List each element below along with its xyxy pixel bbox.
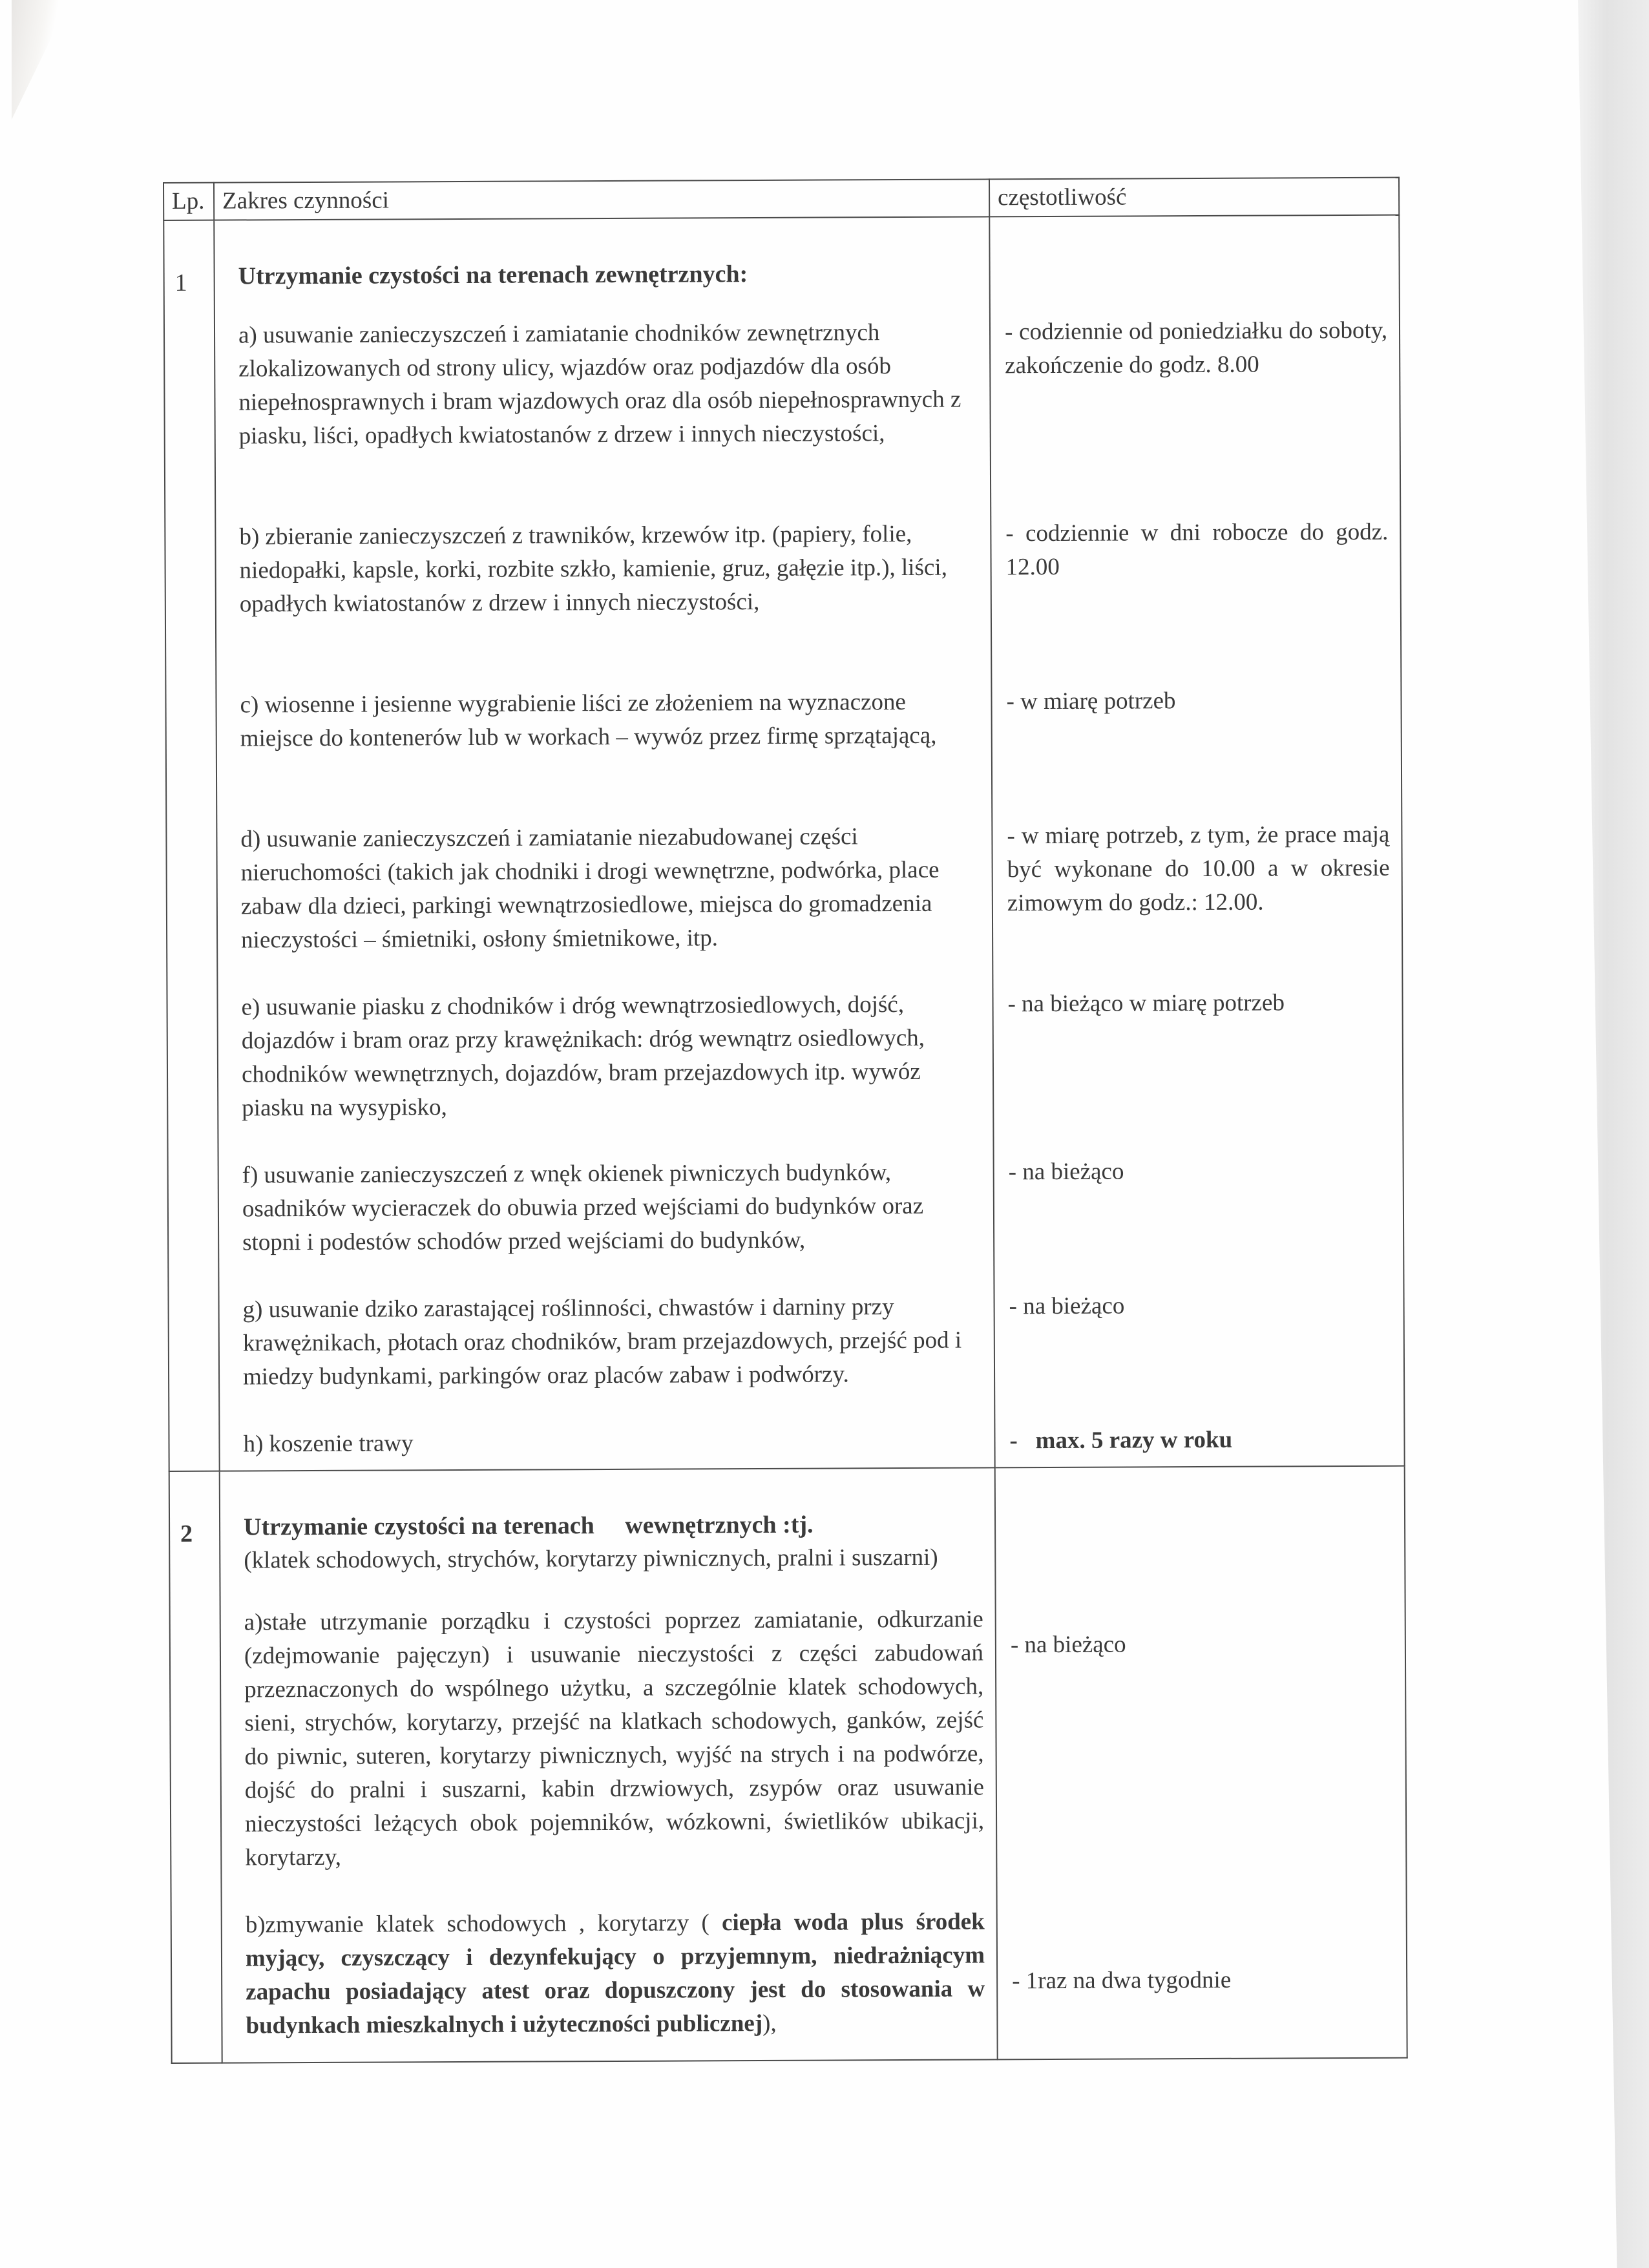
scope-item-h: h) koszenie trawy	[243, 1430, 414, 1458]
section-number: 1	[174, 269, 187, 297]
section-number: 2	[180, 1520, 193, 1548]
section-subtitle: (klatek schodowych, strychów, korytarzy piwnicznych, pralni i suszarni)	[244, 1544, 938, 1574]
table-header-row	[163, 178, 1399, 220]
section-1-scope-cell	[214, 216, 994, 1471]
scope-item-g: g) usuwanie dziko zarastającej roślinności, chwastów i darniny przy krawężnikach, płotach oraz chodników, bram przejazdowych, przejść pod i miedzy budynkami, parkingów oraz placów zabaw i podwórzy.	[242, 1294, 962, 1391]
section-2-scope-cell	[220, 1467, 998, 2063]
scope-item-a: a) usuwanie zanieczyszczeń i zamiatanie chodników zewnętrznych zlokalizowanych od strony ulicy, wjazdów oraz podjazdów dla osób niepełnosprawnych i bram wjazdowych oraz dla osób niepełnosprawnych z piasku, liści, opadłych kwiatostanów z drzew i innych nieczystości,	[238, 319, 961, 450]
frequency-item-a: - codziennie od poniedziałku do soboty, zakończenie do godz. 8.00	[1004, 317, 1388, 379]
scope-item-b	[246, 1905, 985, 2042]
table-row-section-2	[169, 1466, 1407, 2063]
frequency-item-g: - na bieżąco	[1009, 1292, 1125, 1320]
scope-item-d: d) usuwanie zanieczyszczeń i zamiatanie niezabudowanej części nieruchomości (takich jak chodniki i drogi wewnętrzne, podwórka, place zabaw dla dzieci, parkingi wewnątrzosiedlowe, miejsca do gromadzenia nieczystości – śmietniki, osłony śmietnikowe, itp.	[240, 823, 940, 954]
frequency-item-d: - w miarę potrzeb, z tym, że prace mają być wykonane do 10.00 a w okresie zimowym do godz.: 12.00.	[1007, 821, 1390, 917]
scope-item-a: a)stałe utrzymanie porządku i czystości poprzez zamiatanie, odkurzanie (zdejmowanie pajęczyn) i usuwanie nieczystości z części zabudowań przeznaczonych do wspólnego użytku, a szczególnie klatek schodowych, sieni, strychów, korytarzy, przejść na klatkach schodowych, ganków, zejść do piwnic, suteren, korytarzy piwnicznych, wyjść na strych i na podwórze, dojść do pralni i suszarni, kabin drzwiowych, zsypów oraz usuwanie nieczystości leżących obok pojemników, wózkowni, świetlików ubikacji, korytarzy,	[244, 1606, 985, 1871]
scope-item-f: f) usuwanie zanieczyszczeń z wnęk okienek piwniczych budynków, osadników wycieraczek do obuwia przed wejściami do budynków oraz stopni i podestów schodów przed wejściami do budynków,	[242, 1159, 924, 1256]
frequency-item-c: - w miarę potrzeb	[1006, 688, 1176, 715]
header-lp: Lp.	[163, 183, 214, 220]
section-1-number-cell	[163, 220, 219, 1471]
scope-item-c: c) wiosenne i jesienne wygrabienie liści ze złożeniem na wyznaczone miejsce do kontenerów lub w workach – wywóz przez firmę sprzątającą,	[240, 688, 937, 752]
frequency-item-f: - na bieżąco	[1008, 1158, 1124, 1186]
section-title: Utrzymanie czystości na terenach wewnętrznych :tj.	[243, 1511, 814, 1541]
scope-item-b-regular: b)zmywanie klatek schodowych , korytarzy (	[245, 1909, 722, 1938]
section-2-frequency-cell	[995, 1466, 1407, 2060]
scan-page-corner-shadow	[12, 0, 70, 120]
scope-item-b: b) zbieranie zanieczyszczeń z trawników, krzewów itp. (papiery, folie, niedopałki, kapsle, korki, rozbite szkło, kamienie, gruz, gałęzie itp.), liści, opadłych kwiatostanów z drzew i innych nieczystości,	[239, 520, 947, 618]
header-scope: Zakres czynności	[214, 179, 989, 220]
cleaning-scope-table	[163, 177, 1408, 2064]
frequency-item-a: - na bieżąco	[1010, 1631, 1126, 1659]
frequency-item-b: - codziennie w dni robocze do godz. 12.00	[1005, 518, 1389, 581]
scope-item-e: e) usuwanie piasku z chodników i dróg wewnątrzosiedlowych, dojść, dojazdów i bram oraz przy krawężnikach: dróg wewnątrz osiedlowych, chodników wewnętrznych, dojazdów, bram przejazdowych itp. wywóz piasku na wysypisko,	[241, 991, 925, 1122]
frequency-item-e: - na bieżąco w miarę potrzeb	[1007, 989, 1285, 1018]
scope-item-b-bold: ciepła woda plus środek myjący, czyszczący i dezynfekujący o przyjemnym, niedrażniącym zapachu posiadający atest oraz dopuszczony jest do stosowania w budynkach mieszkalnych i użyteczności publicznej	[245, 1908, 985, 2039]
header-frequency: częstotliwość	[989, 178, 1399, 217]
scan-page-edge-shadow	[1578, 0, 1649, 2268]
table-row-section-1	[163, 215, 1404, 1471]
section-1-frequency-cell	[989, 215, 1404, 1468]
section-title: Utrzymanie czystości na terenach zewnętrznych:	[238, 260, 748, 290]
frequency-item-b: - 1raz na dwa tygodnie	[1012, 1966, 1232, 1995]
frequency-item-h: - max. 5 razy w roku	[1009, 1426, 1233, 1454]
section-2-number-cell	[169, 1471, 222, 2063]
scope-item-b-tail: ),	[762, 2010, 777, 2037]
